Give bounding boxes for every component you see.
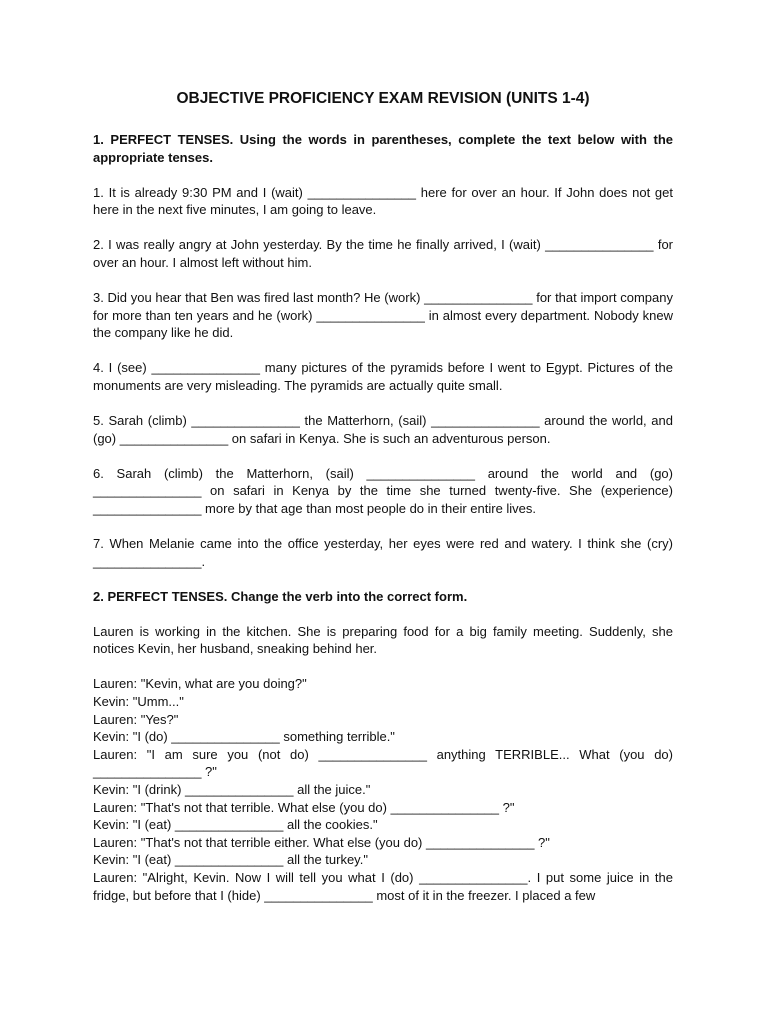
exercise-item-4: 4. I (see) _______________ many pictures of the pyramids before I went to Egypt. Pictures of the monuments are very misleading. The pyramids are actually quite small. xyxy=(93,360,673,393)
dialogue-line: Lauren: "That's not that terrible. What else (you do) _______________ ?" xyxy=(93,799,515,815)
exercise-item-7: 7. When Melanie came into the office yesterday, her eyes were red and watery. I think she (cry) _______________. xyxy=(93,536,673,569)
document-page xyxy=(93,80,673,904)
exercise-item-3: 3. Did you hear that Ben was fired last month? He (work) _______________ for that import company for more than ten years and he (work) _______________ in almost every department. Nobody knew the company like he did. xyxy=(93,290,673,341)
dialogue-line: Lauren: "That's not that terrible either. What else (you do) _______________ ?" xyxy=(93,834,550,850)
exercise-item-1: 1. It is already 9:30 PM and I (wait) _______________ here for over an hour. If John does not get here in the next five minutes, I am going to leave. xyxy=(93,184,673,218)
dialogue-line: Lauren: "Yes?" xyxy=(93,711,179,727)
page-title: OBJECTIVE PROFICIENCY EXAM REVISION (UNITS 1-4) xyxy=(176,90,590,107)
section-2-intro: Lauren is working in the kitchen. She is preparing food for a big family meeting. Suddenly, she notices Kevin, her husband, sneaking behind her. xyxy=(93,623,673,657)
dialogue-line: Kevin: "I (do) _______________ something terrible." xyxy=(93,729,395,745)
section-1-heading: 1. PERFECT TENSES. Using the words in parentheses, complete the text below with the appropriate tenses. xyxy=(93,132,673,165)
dialogue-line: Kevin: "I (eat) _______________ all the cookies." xyxy=(93,817,378,833)
dialogue xyxy=(93,675,673,904)
dialogue-line: Lauren: "I am sure you (not do) _______________ anything TERRIBLE... What (you do) _______________ ?" xyxy=(93,746,673,780)
dialogue-line: Kevin: "I (drink) _______________ all the juice." xyxy=(93,782,371,798)
dialogue-line: Kevin: "I (eat) _______________ all the turkey." xyxy=(93,852,368,868)
dialogue-line: Lauren: "Kevin, what are you doing?" xyxy=(93,676,307,692)
exercise-item-5: 5. Sarah (climb) _______________ the Matterhorn, (sail) _______________ around the world, and (go) _______________ on safari in Kenya. She is such an adventurous person. xyxy=(93,413,673,446)
exercise-item-6: 6. Sarah (climb) the Matterhorn, (sail) _______________ around the world and (go) _______________ on safari in Kenya by the time she turned twenty-five. She (experience) _______________ more by that age than most people do in their entire lives. xyxy=(93,465,673,516)
dialogue-line: Lauren: "Alright, Kevin. Now I will tell you what I (do) _______________. I put some juice in the fridge, but before that I (hide) _______________ most of it in the freezer. I placed a few xyxy=(93,870,673,903)
section-2-heading: 2. PERFECT TENSES. Change the verb into the correct form. xyxy=(93,588,468,604)
dialogue-line: Kevin: "Umm..." xyxy=(93,694,184,710)
exercise-item-2: 2. I was really angry at John yesterday. By the time he finally arrived, I (wait) _______________ for over an hour. I almost left without him. xyxy=(93,237,673,270)
